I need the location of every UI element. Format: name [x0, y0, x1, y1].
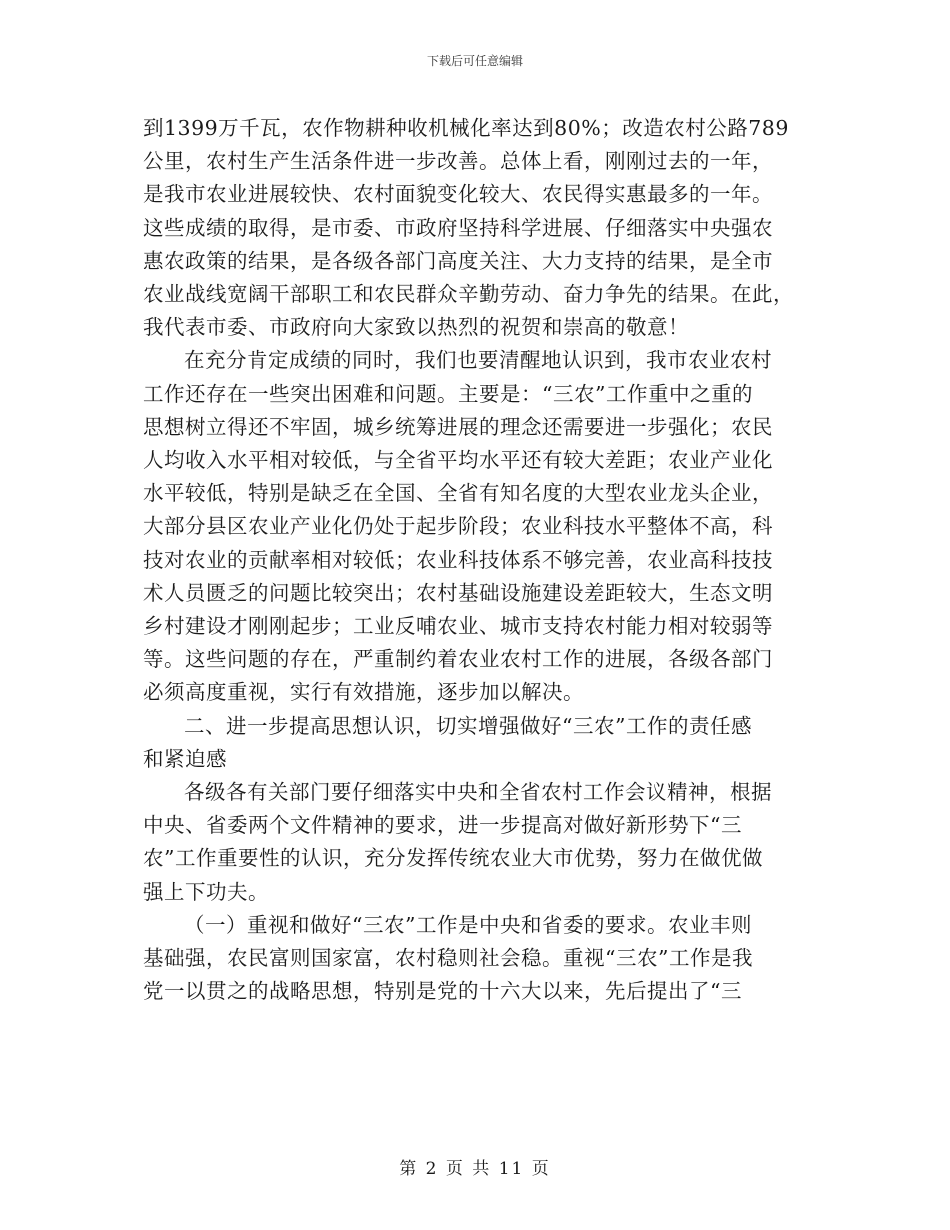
document-body — [143, 112, 808, 1008]
text-line: 大部分县区农业产业化仍处于起步阶段；农业科技水平整体不高，科 — [143, 514, 773, 539]
text-line: 我代表市委、市政府向大家致以热烈的祝贺和崇高的敬意！ — [143, 315, 689, 340]
page-footer: 第 2 页 共 11 页 — [399, 1159, 551, 1179]
text-line: 等。这些问题的存在，严重制约着农业农村工作的进展，各级各部门 — [143, 647, 773, 672]
text-line: 这些成绩的取得，是市委、市政府坚持科学进展、仔细落实中央强农 — [143, 215, 773, 240]
text-line: 在充分肯定成绩的同时，我们也要清醒地认识到，我市农业农村 — [184, 348, 772, 373]
text-line: 乡村建设才刚刚起步；工业反哺农业、城市支持农村能力相对较弱等 — [143, 614, 773, 639]
text-line: 术人员匮乏的问题比较突出；农村基础设施建设差距较大，生态文明 — [143, 580, 773, 605]
text-line: 中央、省委两个文件精神的要求，进一步提高对做好新形势下“三 — [143, 813, 742, 838]
text-line: 技对农业的贡献率相对较低；农业科技体系不够完善，农业高科技技 — [143, 547, 773, 572]
text-line: 思想树立得还不牢固，城乡统筹进展的理念还需要进一步强化；农民 — [143, 414, 773, 439]
text-line: 水平较低，特别是缺乏在全国、全省有知名度的大型农业龙头企业， — [143, 481, 773, 506]
text-line: 农”工作重要性的认识，充分发挥传统农业大市优势，努力在做优做 — [143, 846, 763, 871]
text-line: 是我市农业进展较快、农村面貌变化较大、农民得实惠最多的一年。 — [143, 182, 773, 207]
text-line: 惠农政策的结果，是各级各部门高度关注、大力支持的结果，是全市 — [143, 248, 773, 273]
text-line: 农业战线宽阔干部职工和农民群众辛勤劳动、奋力争先的结果。在此， — [143, 282, 794, 307]
text-line: 和紧迫感 — [143, 746, 227, 771]
text-line: 党一以贯之的战略思想，特别是党的十六大以来，先后提出了“三 — [143, 979, 742, 1004]
text-line: 必须高度重视，实行有效措施，逐步加以解决。 — [143, 680, 584, 705]
text-line: 工作还存在一些突出困难和问题。主要是：“三农”工作重中之重的 — [143, 381, 753, 406]
text-line: 强上下功夫。 — [143, 879, 269, 904]
text-line: 到1399万千瓦，农作物耕种收机械化率达到80%；改造农村公路789 — [143, 116, 789, 140]
text-line: 各级各有关部门要仔细落实中央和全省农村工作会议精神，根据 — [184, 780, 772, 805]
page-header: 下载后可任意编辑 — [426, 54, 523, 68]
text-line: 公里，农村生产生活条件进一步改善。总体上看，刚刚过去的一年， — [143, 149, 773, 174]
text-line: （一）重视和做好“三农”工作是中央和省委的要求。农业丰则 — [184, 912, 752, 937]
text-line: 基础强，农民富则国家富，农村稳则社会稳。重视“三农”工作是我 — [143, 946, 753, 971]
text-line: 人均收入水平相对较低，与全省平均水平还有较大差距；农业产业化 — [143, 448, 773, 473]
text-line: 二、进一步提高思想认识，切实增强做好“三农”工作的责任感 — [184, 713, 752, 738]
body-text — [143, 112, 808, 1008]
